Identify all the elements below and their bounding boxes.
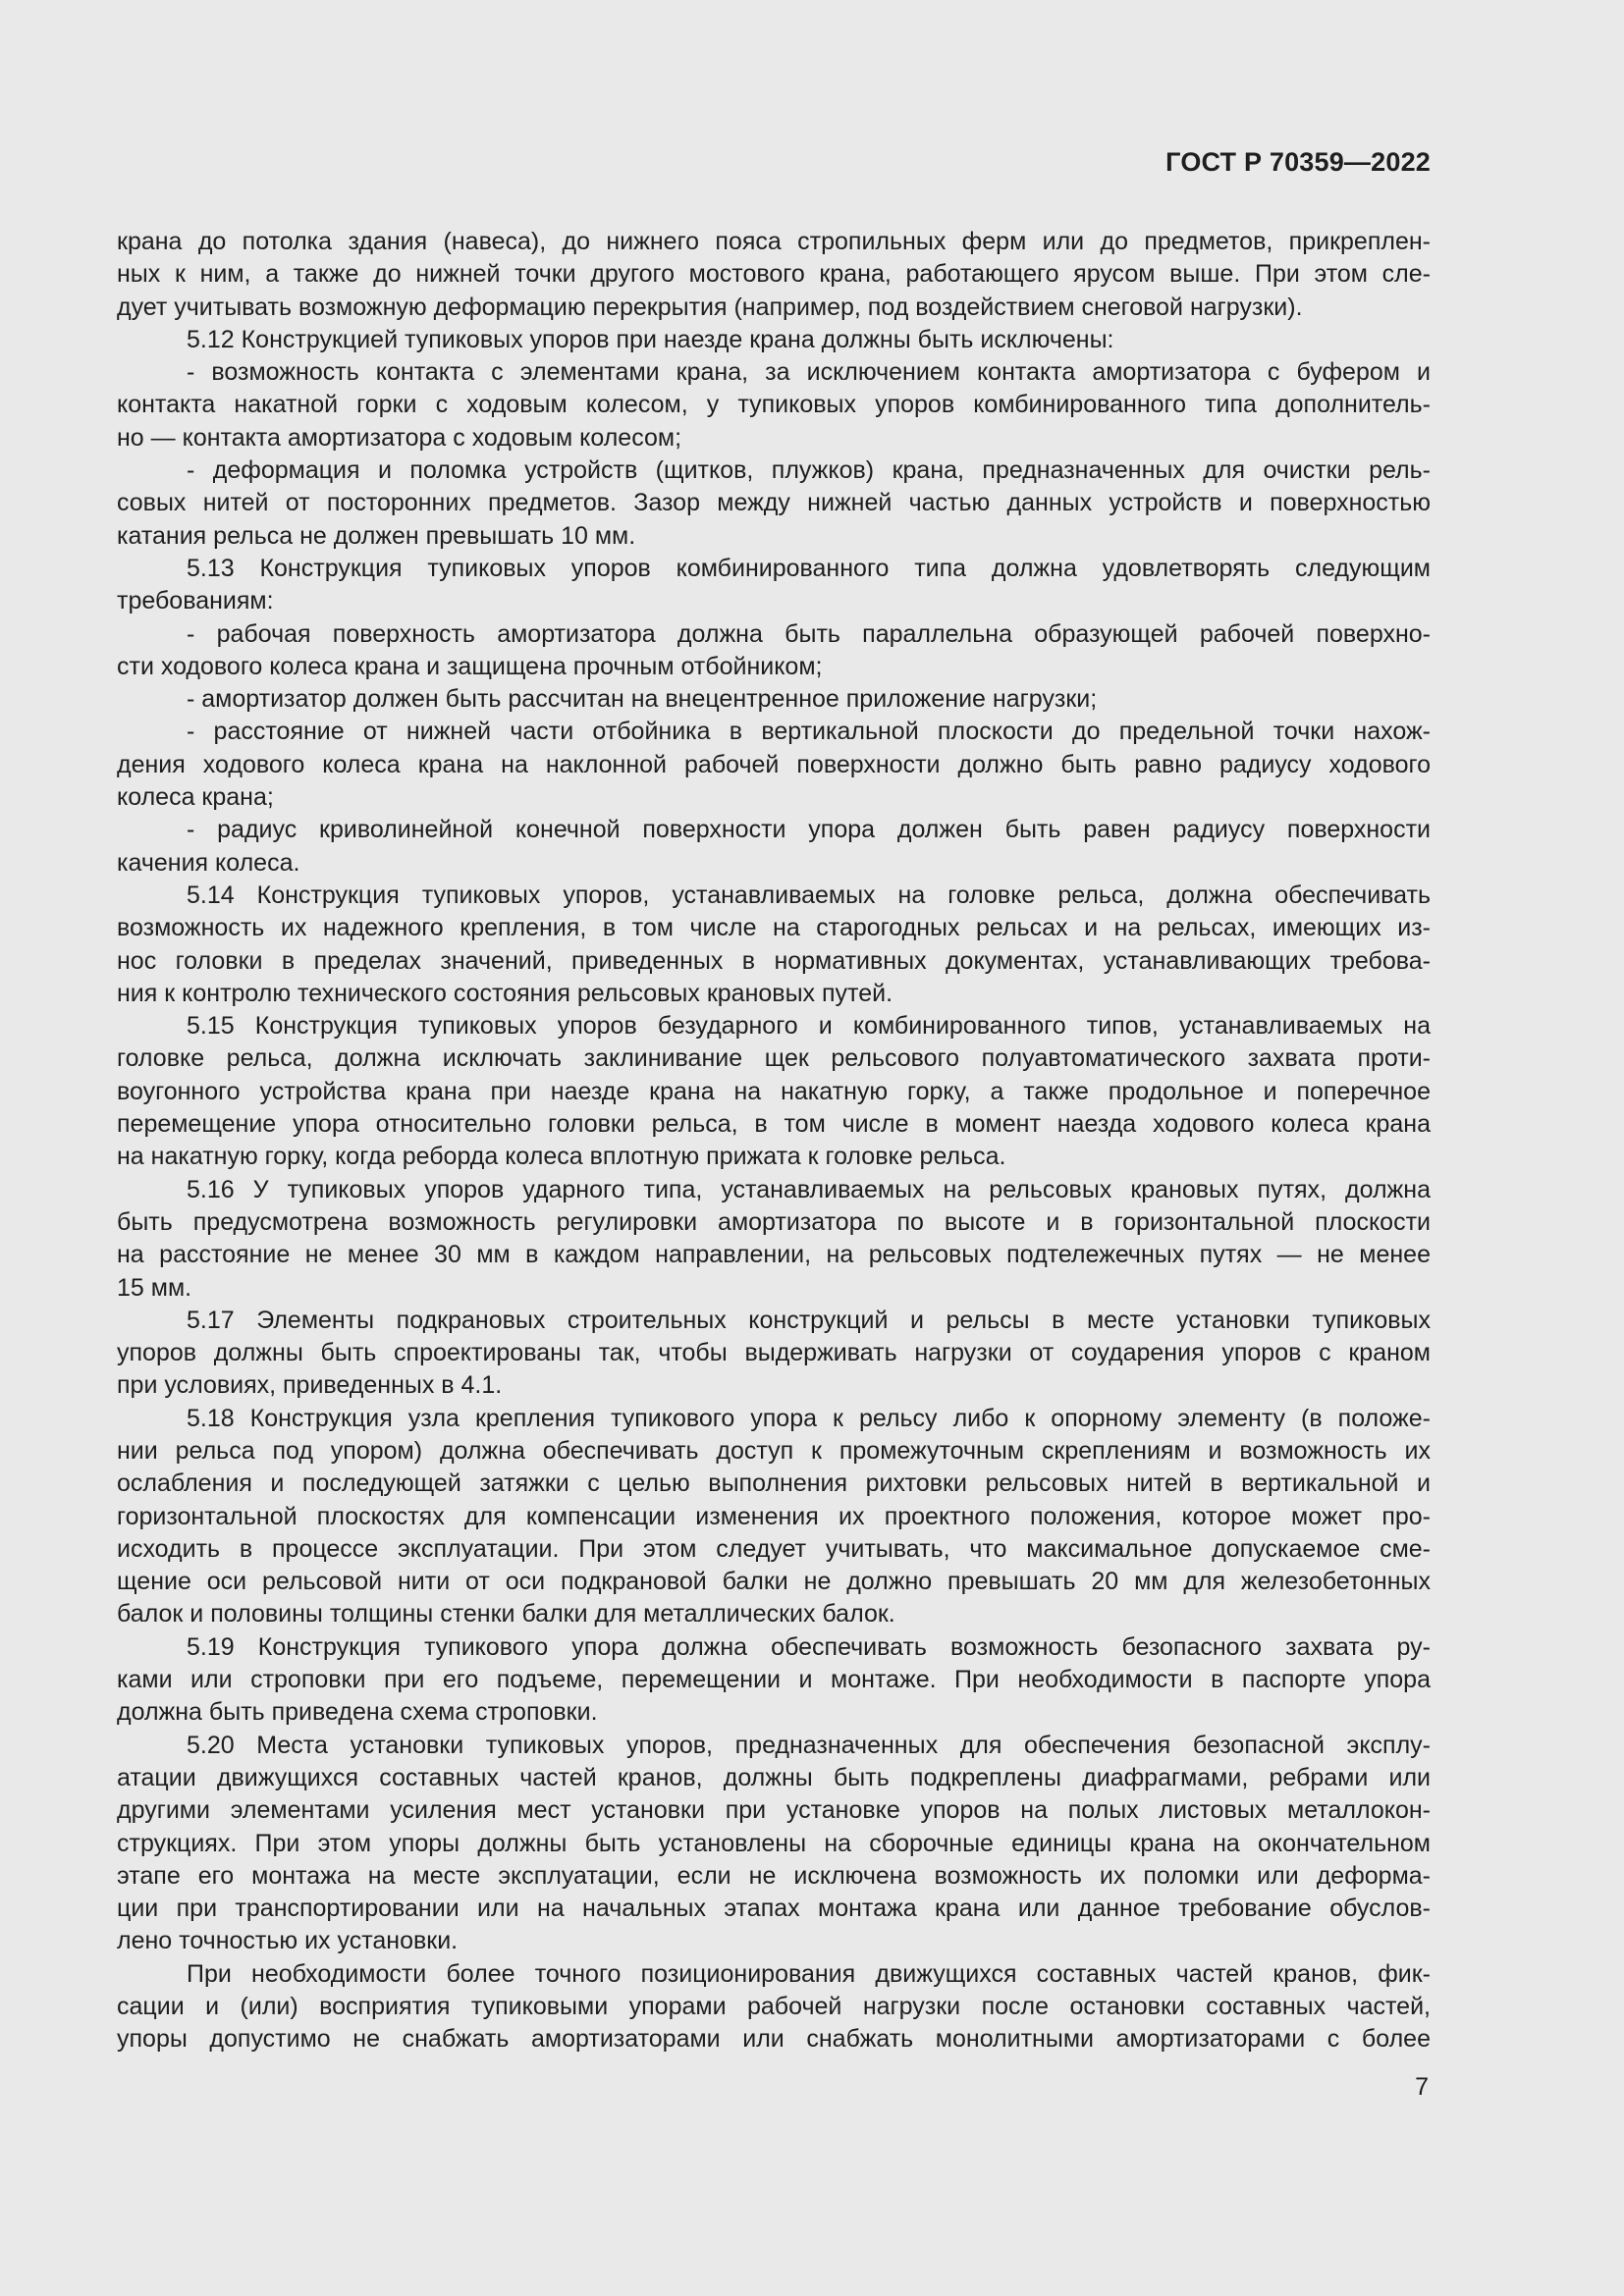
text-line: атации движущихся составных частей кранов, должны быть подкреплены диафрагмами, ребрами или: [117, 1763, 1431, 1791]
text-line: катания рельса не должен превышать 10 мм.: [117, 521, 636, 550]
text-line: 5.13 Конструкция тупиковых упоров комбинированного типа должна удовлетворять следующим: [187, 554, 1431, 582]
text-line: 5.14 Конструкция тупиковых упоров, устанавливаемых на головке рельса, должна обеспечивать: [187, 881, 1431, 909]
text-line: струкциях. При этом упоры должны быть установлены на сборочные единицы крана на окончательном: [117, 1829, 1431, 1857]
paragraph: [117, 1305, 1431, 1403]
document-body: [117, 226, 1431, 2056]
text-line: исходить в процессе эксплуатации. При этом следует учитывать, что максимальное допускаемое сме-: [117, 1534, 1431, 1563]
text-line: 5.17 Элементы подкрановых строительных конструкций и рельсы в месте установки тупиковых: [187, 1306, 1431, 1334]
text-line: 15 мм.: [117, 1273, 192, 1302]
text-line: ных к ним, а также до нижней точки другого мостового крана, работающего ярусом выше. При этом сле-: [117, 260, 1431, 289]
text-line: горизонтальной плоскостях для компенсации изменения их проектного положения, которое может про-: [117, 1502, 1431, 1530]
paragraph: [117, 1730, 1431, 1958]
paragraph: [117, 618, 1431, 684]
paragraph: [117, 1174, 1431, 1305]
text-line: при условиях, приведенных в 4.1.: [117, 1371, 503, 1400]
text-line: контакта накатной горки с ходовым колесом, у тупиковых упоров комбинированного типа дополнитель-: [117, 391, 1431, 419]
text-line: - рабочая поверхность амортизатора должна быть параллельна образующей рабочей поверхно-: [187, 619, 1431, 648]
paragraph: [117, 1403, 1431, 1631]
paragraph: [117, 1010, 1431, 1173]
text-line: нии рельса под упором) должна обеспечивать доступ к промежуточным скреплениям и возможность их: [117, 1436, 1431, 1465]
paragraph: [117, 454, 1431, 553]
text-line: перемещение упора относительно головки рельса, в том числе в момент наезда ходового колеса крана: [117, 1110, 1431, 1139]
text-line: возможность их надежного крепления, в том числе на старогодных рельсах и на рельсах, имеющих из-: [117, 914, 1431, 942]
paragraph: [117, 1631, 1431, 1730]
text-line: - амортизатор должен быть рассчитан на внецентренное приложение нагрузки;: [187, 685, 1098, 714]
text-line: головке рельса, должна исключать заклинивание щек рельсового полуавтоматического захвата проти-: [117, 1044, 1431, 1073]
text-line: ками или строповки при его подъеме, перемещении и монтаже. При необходимости в паспорте упора: [117, 1666, 1431, 1694]
text-line: 5.20 Места установки тупиковых упоров, предназначенных для обеспечения безопасной эксплу-: [187, 1731, 1431, 1759]
text-line: 5.12 Конструкцией тупиковых упоров при наезде крана должны быть исключены:: [187, 325, 1114, 353]
paragraph: [117, 880, 1431, 1010]
text-line: дует учитывать возможную деформацию перекрытия (например, под воздействием снеговой нагрузки).: [117, 293, 1303, 321]
text-line: колеса крана;: [117, 783, 274, 812]
text-line: но — контакта амортизатора с ходовым колесом;: [117, 423, 682, 452]
paragraph: [117, 716, 1431, 814]
paragraph: [117, 226, 1431, 324]
text-line: - деформация и поломка устройств (щитков, плужков) крана, предназначенных для очистки рель-: [187, 456, 1431, 485]
paragraph: [117, 324, 1431, 356]
paragraph: [117, 814, 1431, 880]
text-line: При необходимости более точного позиционирования движущихся составных частей кранов, фик-: [187, 1959, 1431, 1988]
text-line: ослабления и последующей затяжки с целью выполнения рихтовки рельсовых нитей в вертикальной и: [117, 1469, 1431, 1498]
text-line: лено точностью их установки.: [117, 1927, 459, 1955]
paragraph: [117, 683, 1431, 716]
text-line: щение оси рельсовой нити от оси подкрановой балки не должно превышать 20 мм для железобетонных: [117, 1568, 1431, 1596]
text-line: - возможность контакта с элементами крана, за исключением контакта амортизатора с буфером и: [187, 358, 1431, 387]
document-code: ГОСТ Р 70359—2022: [1165, 147, 1431, 177]
text-line: другими элементами усиления мест установки при установке упоров на полых листовых металлокон-: [117, 1796, 1431, 1825]
text-line: совых нитей от посторонних предметов. Зазор между нижней частью данных устройств и поверхностью: [117, 489, 1431, 517]
text-line: нос головки в пределах значений, приведенных в нормативных документах, устанавливающих требова-: [117, 946, 1431, 975]
text-line: упоров должны быть спроектированы так, чтобы выдерживать нагрузки от соударения упоров с краном: [117, 1339, 1431, 1367]
text-line: на накатную горку, когда реборда колеса вплотную прижата к головке рельса.: [117, 1143, 1006, 1171]
page-number: 7: [1415, 2073, 1429, 2101]
text-line: упоры допустимо не снабжать амортизаторами или снабжать монолитными амортизаторами с более: [117, 2025, 1431, 2054]
text-line: ния к контролю технического состояния рельсовых крановых путей.: [117, 979, 893, 1007]
text-line: этапе его монтажа на месте эксплуатации, если не исключена возможность их поломки или деформа-: [117, 1861, 1431, 1890]
text-line: воугонного устройства крана при наезде крана на накатную горку, а также продольное и поперечное: [117, 1077, 1431, 1105]
text-line: балок и половины толщины стенки балки для металлических балок.: [117, 1600, 895, 1629]
text-line: 5.19 Конструкция тупикового упора должна обеспечивать возможность безопасного захвата ру-: [187, 1632, 1431, 1661]
text-line: на расстояние не менее 30 мм в каждом направлении, на рельсовых подтележечных путях — не менее: [117, 1241, 1431, 1269]
text-line: требованиям:: [117, 587, 274, 615]
text-line: дения ходового колеса крана на наклонной рабочей поверхности должно быть равно радиусу ходового: [117, 750, 1431, 778]
paragraph: [117, 356, 1431, 454]
text-line: 5.18 Конструкция узла крепления тупикового упора к рельсу либо к опорному элементу (в положе-: [187, 1404, 1431, 1432]
text-line: 5.16 У тупиковых упоров ударного типа, устанавливаемых на рельсовых крановых путях, должна: [187, 1175, 1431, 1203]
text-line: качения колеса.: [117, 848, 300, 877]
paragraph: [117, 1958, 1431, 2056]
text-line: ции при транспортировании или на начальных этапах монтажа крана или данное требование обуслов-: [117, 1895, 1431, 1923]
text-line: быть предусмотрена возможность регулировки амортизатора по высоте и в горизонтальной плоскости: [117, 1207, 1431, 1236]
text-line: сации и (или) восприятия тупиковыми упорами рабочей нагрузки после остановки составных частей,: [117, 1993, 1431, 2021]
text-line: 5.15 Конструкция тупиковых упоров безударного и комбинированного типов, устанавливаемых на: [187, 1012, 1431, 1041]
paragraph: [117, 553, 1431, 618]
text-line: должна быть приведена схема строповки.: [117, 1698, 598, 1727]
text-line: крана до потолка здания (навеса), до нижнего пояса стропильных ферм или до предметов, прикреплен-: [117, 228, 1431, 255]
text-line: - радиус криволинейной конечной поверхности упора должен быть равен радиусу поверхности: [187, 816, 1431, 844]
text-line: - расстояние от нижней части отбойника в вертикальной плоскости до предельной точки нахож-: [187, 718, 1431, 746]
text-line: сти ходового колеса крана и защищена прочным отбойником;: [117, 652, 823, 680]
